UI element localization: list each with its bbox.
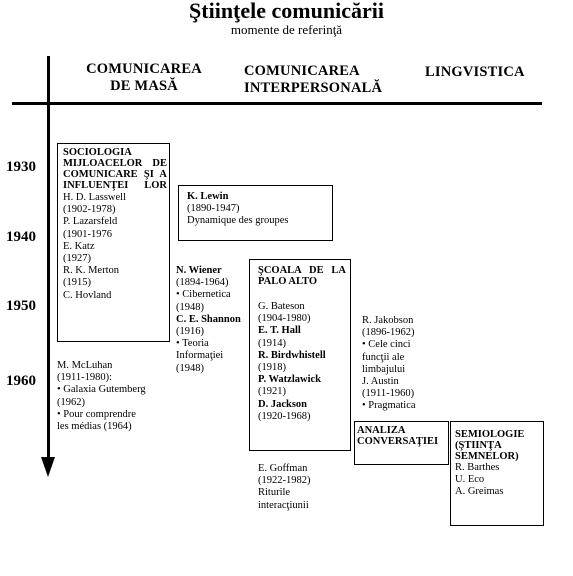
jakobson-item: • Pragmatica bbox=[362, 400, 416, 411]
palo-alto-item: P. Watzlawick bbox=[258, 374, 322, 386]
lewin-dates: (1890-1947) bbox=[187, 203, 240, 215]
heading-line: ANALIZA bbox=[357, 425, 406, 436]
heading-line: (ŞTIINŢA bbox=[455, 440, 502, 451]
sociologia-list bbox=[63, 192, 167, 302]
analiza-box bbox=[354, 421, 449, 465]
palo-alto-item: (1904-1980) bbox=[258, 313, 311, 325]
mcluhan-item: M. McLuhan bbox=[57, 360, 113, 371]
palo-alto-item: (1920-1968) bbox=[258, 410, 311, 422]
analiza-heading bbox=[357, 425, 438, 447]
jakobson-item: (1911-1960) bbox=[362, 388, 415, 400]
lewin-name: K. Lewin bbox=[187, 191, 229, 202]
wiener-shannon-list bbox=[176, 265, 241, 375]
heading-line: PALO ALTO bbox=[258, 276, 318, 287]
lewin-content bbox=[187, 191, 288, 228]
sociologia-item: (1915) bbox=[63, 277, 91, 289]
semiologie-content bbox=[455, 429, 524, 499]
jakobson-item: R. Jakobson bbox=[362, 315, 414, 326]
timeline-arrowhead bbox=[41, 457, 55, 477]
heading-line: SEMNELOR) bbox=[455, 451, 519, 462]
column-mass-communication bbox=[70, 61, 218, 95]
semiologie-item: U. Eco bbox=[455, 474, 485, 486]
wiener-item: • Cibernetica bbox=[176, 289, 231, 301]
column-line: COMUNICAREA bbox=[86, 61, 202, 77]
wiener-item: (1916) bbox=[176, 326, 204, 338]
heading-line: ŞCOALA DE LA bbox=[258, 265, 346, 276]
year-label: 1930 bbox=[6, 159, 36, 175]
heading-line: SEMIOLOGIE bbox=[455, 429, 525, 440]
semiologie-box bbox=[450, 421, 544, 526]
palo-alto-box bbox=[249, 259, 351, 451]
year-label: 1960 bbox=[6, 373, 36, 389]
mcluhan-item: • Pour comprendre bbox=[57, 408, 136, 420]
heading-line: SOCIOLOGIA bbox=[63, 147, 132, 158]
palo-alto-content bbox=[258, 265, 346, 423]
timeline-axis bbox=[47, 56, 50, 459]
wiener-item: (1948) bbox=[176, 362, 204, 374]
jakobson-austin-list bbox=[362, 315, 452, 411]
wiener-item: Informaţiei bbox=[176, 350, 224, 362]
mcluhan-item: les médias (1964) bbox=[57, 421, 132, 433]
column-line: DE MASĂ bbox=[110, 78, 178, 94]
semiologie-list bbox=[455, 462, 524, 499]
goffman-item: (1922-1982) bbox=[258, 475, 311, 487]
sociologia-item: H. D. Lasswell bbox=[63, 192, 126, 203]
jakobson-item: • Cele cinci bbox=[362, 339, 411, 351]
heading-line: MIJLOACELOR DE bbox=[63, 158, 167, 169]
palo-alto-item: (1918) bbox=[258, 362, 286, 374]
palo-alto-heading bbox=[258, 265, 346, 287]
goffman-item: E. Goffman bbox=[258, 463, 308, 474]
wiener-item: • Teoria bbox=[176, 338, 209, 350]
goffman-item: interacţiunii bbox=[258, 499, 309, 511]
lewin-work: Dynamique des groupes bbox=[187, 215, 289, 227]
header-divider-line bbox=[12, 102, 542, 105]
sociologia-item: (1901-1976 bbox=[63, 228, 112, 240]
heading-line: INFLUENŢEI LOR bbox=[63, 180, 167, 191]
wiener-item: C. E. Shannon bbox=[176, 313, 241, 325]
sociologia-item: C. Hovland bbox=[63, 289, 112, 301]
goffman-list bbox=[258, 463, 311, 512]
jakobson-item: J. Austin bbox=[362, 376, 399, 388]
sociologia-item: E. Katz bbox=[63, 240, 95, 252]
jakobson-item: funcţii ale bbox=[362, 351, 405, 363]
semiologie-item: A. Greimas bbox=[455, 486, 504, 498]
sociologia-item: (1902-1978) bbox=[63, 204, 116, 216]
column-linguistics bbox=[425, 64, 535, 81]
diagram-subtitle: momente de referinţă bbox=[230, 22, 343, 37]
heading-line: COMUNICARE ŞI A bbox=[63, 169, 167, 180]
palo-alto-item: D. Jackson bbox=[258, 398, 308, 410]
jakobson-item: limbajului bbox=[362, 363, 406, 375]
wiener-item: (1948) bbox=[176, 301, 204, 313]
palo-alto-item: E. T. Hall bbox=[258, 325, 301, 337]
diagram-title: Ştiinţele comunicării bbox=[189, 0, 384, 23]
goffman-item: Riturile bbox=[258, 487, 291, 499]
mcluhan-item: (1962) bbox=[57, 396, 85, 408]
column-line: COMUNICAREA bbox=[244, 63, 360, 79]
wiener-item: N. Wiener bbox=[176, 265, 222, 276]
mcluhan-item: • Galaxia Gutemberg bbox=[57, 384, 146, 396]
year-label: 1940 bbox=[6, 229, 36, 245]
column-line: LINGVISTICA bbox=[425, 64, 525, 80]
sociologia-item: R. K. Merton bbox=[63, 265, 119, 277]
sociologia-item: (1927) bbox=[63, 253, 91, 265]
column-interpersonal-communication bbox=[244, 63, 394, 97]
palo-alto-item: (1914) bbox=[258, 337, 286, 349]
sociologia-content bbox=[63, 147, 167, 302]
year-label: 1950 bbox=[6, 298, 36, 314]
jakobson-item: (1896-1962) bbox=[362, 327, 415, 339]
sociologia-box bbox=[57, 143, 170, 342]
lewin-box bbox=[178, 185, 333, 241]
palo-alto-list bbox=[258, 301, 346, 423]
heading-line: CONVERSAŢIEI bbox=[357, 436, 439, 447]
mcluhan-item: (1911-1980): bbox=[57, 372, 113, 384]
palo-alto-item: G. Bateson bbox=[258, 301, 305, 312]
wiener-item: (1894-1964) bbox=[176, 277, 229, 289]
semiologie-item: R. Barthes bbox=[455, 462, 500, 473]
sociologia-item: P. Lazarsfeld bbox=[63, 216, 118, 228]
mcluhan-list bbox=[57, 360, 146, 433]
palo-alto-item: R. Birdwhistell bbox=[258, 349, 326, 361]
sociologia-heading bbox=[63, 147, 167, 191]
palo-alto-item: (1921) bbox=[258, 386, 286, 398]
column-line: INTERPERSONALĂ bbox=[244, 80, 383, 96]
semiologie-heading bbox=[455, 429, 524, 462]
